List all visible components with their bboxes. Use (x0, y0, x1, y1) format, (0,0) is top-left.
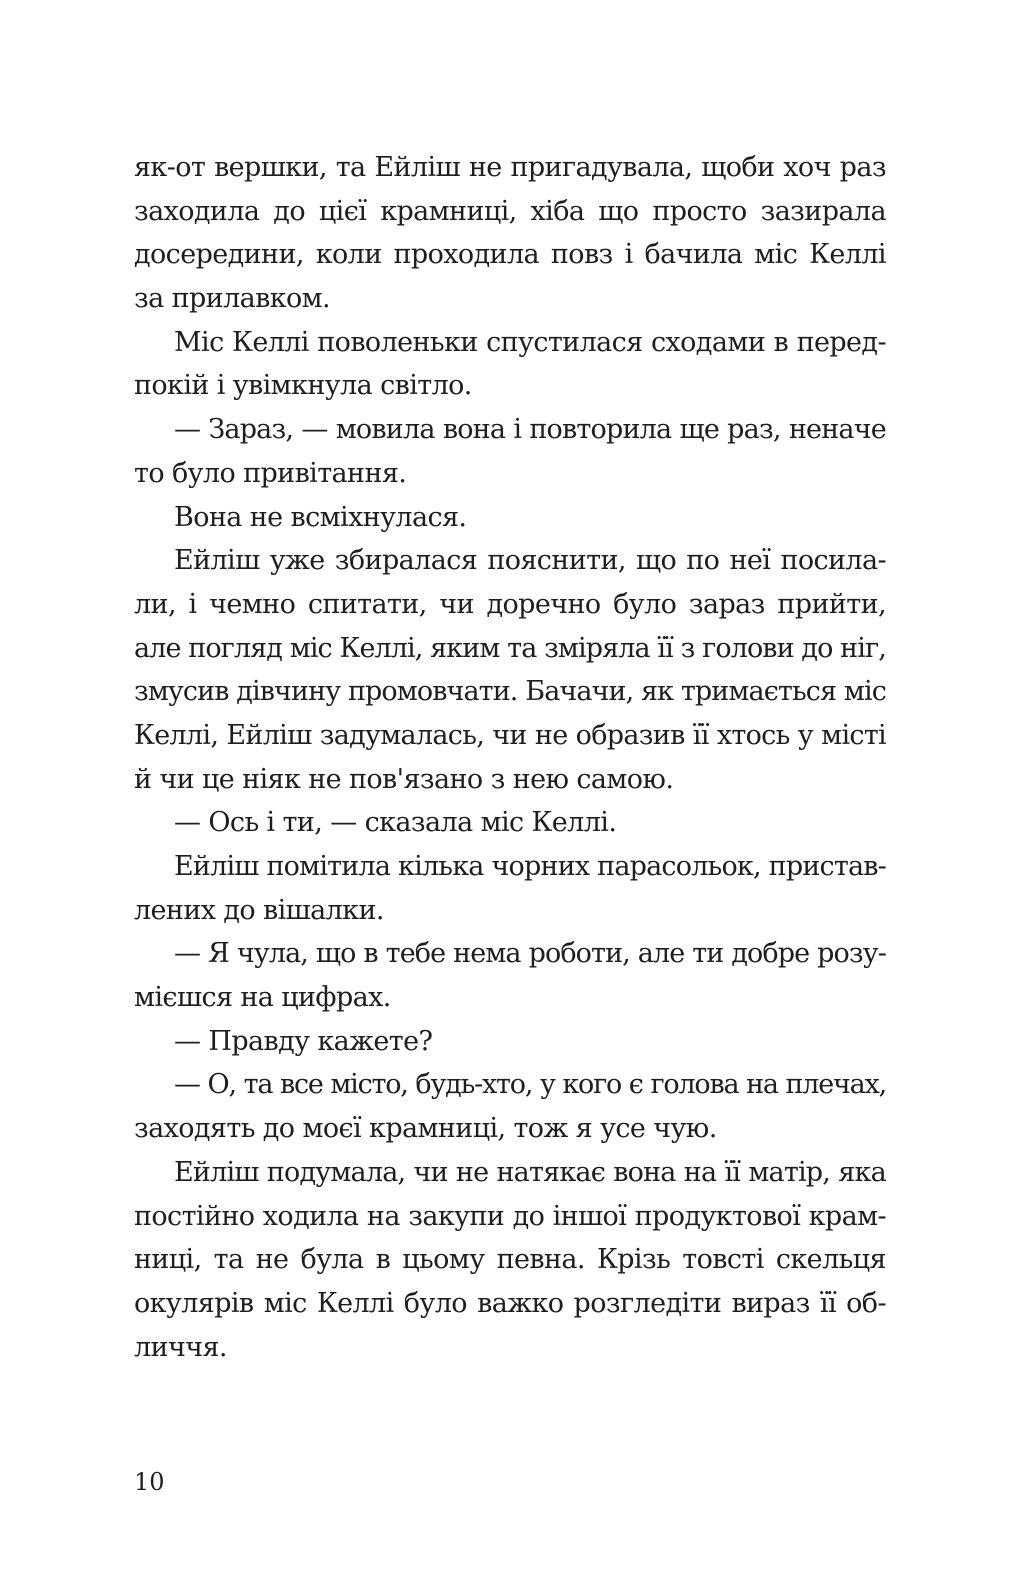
text-line: заходила до цієї крамниці, хіба що просто зазирала (134, 195, 886, 227)
text-line: але погляд міс Келлі, яким та зміряла її з голови до ніг, (134, 632, 886, 664)
text-line: — Ось і ти, — сказала міс Келлі. (174, 807, 617, 839)
text-line: — О, та все місто, будь-хто, у кого є голова на плечах, (174, 1069, 886, 1101)
text-line: за прилавком. (134, 283, 331, 315)
text-line: личчя. (134, 1331, 227, 1363)
text-line: — Зараз, — мовила вона і повторила ще раз, неначе (174, 414, 886, 446)
text-line: й чи це ніяк не пов'язано з нею самою. (134, 763, 674, 795)
text-line: то було привітання. (134, 457, 407, 489)
text-line: окулярів міс Келлі було важко розгледіти вираз її об- (134, 1287, 886, 1319)
page-number: 10 (134, 1468, 165, 1496)
text-line: Ейліш помітила кілька чорних парасольок, пристав- (174, 851, 886, 882)
body-text (134, 146, 886, 1369)
text-line: досередини, коли проходила повз і бачила міс Келлі (134, 239, 886, 271)
text-line: — Правду кажете? (174, 1025, 433, 1057)
text-line: Ейліш подумала, чи не натякає вона на її матір, яка (174, 1156, 886, 1188)
text-line: мієшся на цифрах. (134, 982, 391, 1014)
text-line: змусив дівчину промовчати. Бачачи, як тримається міс (134, 676, 886, 708)
text-line: Вона не всміхнулася. (174, 501, 467, 533)
text-line: Міс Келлі поволеньки спустилася сходами в перед- (174, 326, 886, 358)
text-line: — Я чула, що в тебе нема роботи, але ти добре розу- (174, 938, 886, 970)
text-line: ниці, та не була в цьому певна. Крізь товсті скельця (134, 1244, 886, 1276)
text-line: лених до вішалки. (134, 894, 384, 926)
text-line: Келлі, Ейліш задумалась, чи не образив її хтось у місті (134, 719, 886, 751)
text-line: ли, і чемно спитати, чи доречно було зараз прийти, (134, 588, 886, 620)
text-line: як-от вершки, та Ейліш не пригадувала, щоби хоч раз (134, 152, 886, 183)
text-line: Ейліш уже збиралася пояснити, що по неї посила- (174, 545, 886, 577)
text-line: заходять до моєї крамниці, тож я усе чую. (134, 1113, 717, 1145)
text-line: покій і увімкнула світло. (134, 370, 472, 402)
text-line: постійно ходила на закупи до іншої продуктової крам- (134, 1200, 886, 1232)
